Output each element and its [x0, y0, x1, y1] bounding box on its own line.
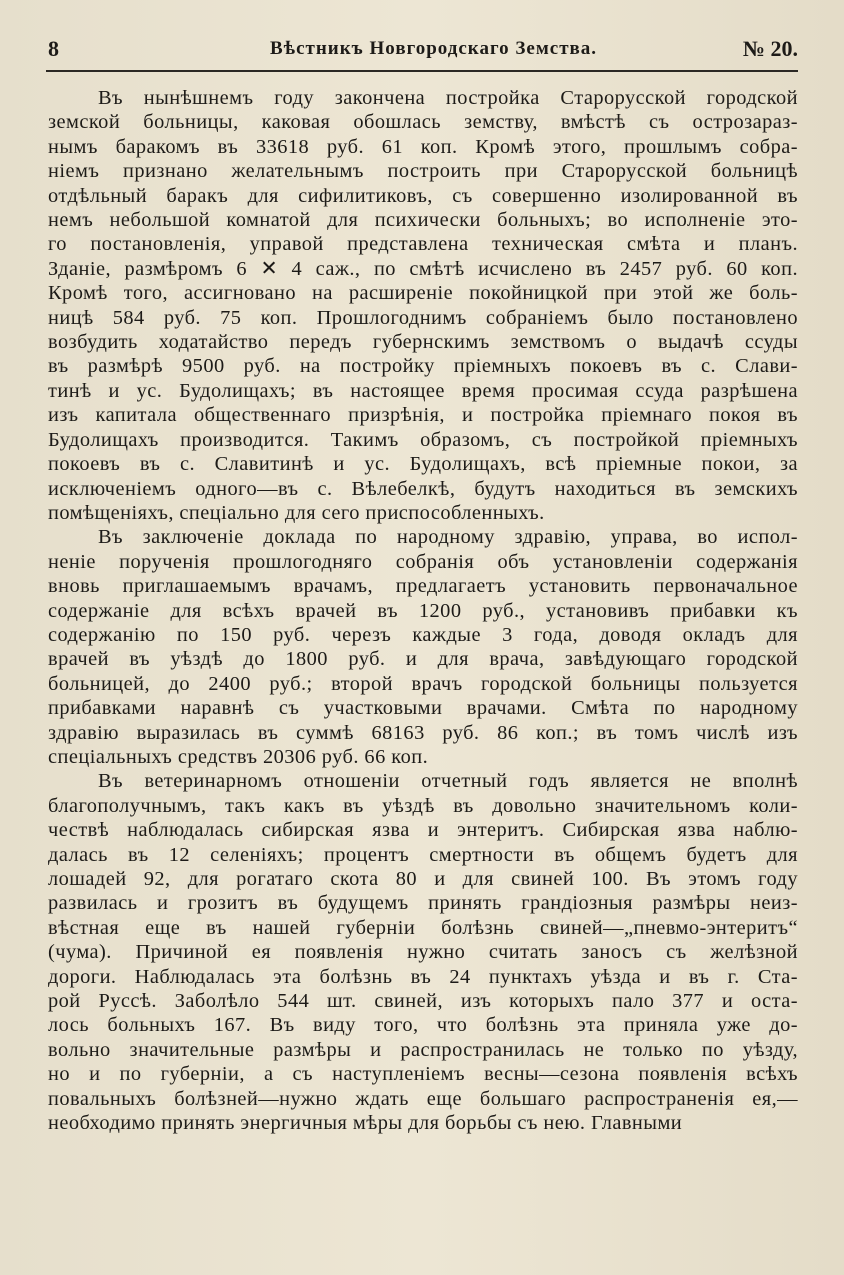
text-line: лошадей 92, для рогатаго скота 80 и для свиней 100. Въ этомъ году: [48, 868, 798, 890]
text-line: исключеніемъ одного—въ с. Вѣлебелкѣ, будутъ находиться въ земскихъ: [48, 477, 798, 500]
body-text: [48, 86, 798, 1135]
text-line: далась въ 12 селеніяхъ; процентъ смертности въ общемъ будетъ для: [48, 843, 798, 866]
text-line: возбудить ходатайство передъ губернскимъ земствомъ о выдачѣ ссуды: [48, 331, 798, 354]
journal-title: Вѣстникъ Новгородскаго Земства.: [270, 38, 598, 59]
text-line: чествѣ наблюдалась сибирская язва и энтеритъ. Сибирская язва наблю-: [48, 819, 798, 842]
text-line: земской больницы, каковая обошлась земству, вмѣстѣ съ острозараз-: [48, 111, 798, 134]
text-line: вѣстная еще въ нашей губерніи болѣзнь свиней—„пневмо-энтеритъ“: [48, 916, 798, 939]
text-line: ніемъ признано желательнымъ построить при Старорусской больницѣ: [48, 160, 798, 183]
text-line: нымъ баракомъ въ 33618 руб. 61 коп. Кромѣ этого, прошлымъ собра-: [48, 135, 798, 158]
paragraph: [48, 525, 798, 769]
text-line: Въ ветеринарномъ отношеніи отчетный годъ является не вполнѣ: [98, 770, 798, 793]
text-line: Въ заключеніе доклада по народному здравію, управа, во испол-: [98, 526, 798, 549]
text-line: благополучнымъ, такъ какъ въ уѣздѣ въ довольно значительномъ коли-: [48, 794, 798, 817]
text-line: Зданіе, размѣромъ 6 ✕ 4 саж., по смѣтѣ исчислено въ 2457 руб. 60 коп.: [48, 257, 798, 280]
text-line: дороги. Наблюдалась эта болѣзнь въ 24 пунктахъ уѣзда и въ г. Ста-: [48, 965, 798, 988]
text-line: прибавками наравнѣ съ участковыми врачами. Смѣта по народному: [48, 697, 798, 720]
text-line: Будолищахъ производится. Такимъ образомъ, съ постройкой пріемныхъ: [48, 428, 798, 451]
text-line: развилась и грозитъ въ будущемъ принять грандіозныя размѣры неиз-: [48, 892, 798, 915]
text-line: здравію выразилась въ суммѣ 68163 руб. 86 коп.; въ томъ числѣ изъ: [48, 721, 798, 744]
text-line: вольно значительные размѣры и распространилась не только по уѣзду,: [48, 1038, 798, 1061]
text-line: лось больныхъ 167. Въ виду того, что болѣзнь эта приняла уже до-: [48, 1014, 798, 1037]
text-line: неніе порученія прошлогодняго собранія объ установленіи содержанія: [48, 550, 798, 573]
text-line: помѣщеніяхъ, спеціально для сего приспособленныхъ.: [48, 501, 545, 524]
paragraph: [48, 769, 798, 1135]
text-line: но и по губерніи, а съ наступленіемъ весны—сезона появленія всѣхъ: [48, 1063, 798, 1086]
text-line: рой Руссѣ. Заболѣло 544 шт. свиней, изъ которыхъ пало 377 и оста-: [48, 990, 798, 1013]
text-line: спеціальныхъ средствъ 20306 руб. 66 коп.: [48, 745, 429, 768]
paragraph: [48, 86, 798, 525]
page-number: 8: [48, 36, 59, 61]
text-line: изъ капитала общественнаго призрѣнія, и постройка пріемнаго покоя въ: [48, 404, 798, 427]
text-line: немъ небольшой комнатой для психически больныхъ; во исполненіе это-: [48, 209, 798, 232]
text-line: Въ нынѣшнемъ году закончена постройка Старорусской городской: [98, 87, 798, 109]
text-line: содержаніе для всѣхъ врачей въ 1200 руб., установивъ прибавки къ: [48, 599, 798, 622]
text-line: вновь приглашаемымъ врачамъ, предлагаетъ установить первоначальное: [48, 575, 798, 598]
text-line: врачей въ уѣздѣ до 1800 руб. и для врача, завѣдующаго городской: [48, 648, 798, 671]
text-line: больницей, до 2400 руб.; второй врачъ городской больницы пользуется: [48, 672, 798, 695]
page-header: [46, 36, 798, 72]
text-line: покоевъ въ с. Славитинѣ и ус. Будолищахъ, всѣ пріемные покои, за: [48, 453, 798, 476]
text-line: го постановленія, управой представлена техническая смѣта и планъ.: [48, 233, 798, 256]
text-line: содержанію по 150 руб. черезъ каждые 3 года, доводя окладъ для: [48, 623, 798, 646]
text-line: повальныхъ болѣзней—нужно ждать еще большаго распространенія ея,—: [48, 1087, 798, 1110]
text-line: ницѣ 584 руб. 75 коп. Прошлогоднимъ собраніемъ было постановлено: [48, 306, 798, 329]
text-line: въ размѣрѣ 9500 руб. на постройку пріемныхъ покоевъ въ с. Слави-: [48, 355, 798, 378]
issue-number: № 20.: [742, 36, 798, 61]
text-line: необходимо принять энергичныя мѣры для борьбы съ нею. Главными: [48, 1112, 683, 1135]
text-line: тинѣ и ус. Будолищахъ; въ настоящее время просимая ссуда разрѣшена: [48, 379, 798, 402]
text-line: Кромѣ того, ассигновано на расширеніе покойницкой при этой же боль-: [48, 282, 798, 305]
text-line: отдѣльный баракъ для сифилитиковъ, съ совершенно изолированной въ: [48, 184, 798, 207]
text-line: (чума). Причиной ея появленія нужно считать заносъ съ желѣзной: [48, 941, 798, 964]
